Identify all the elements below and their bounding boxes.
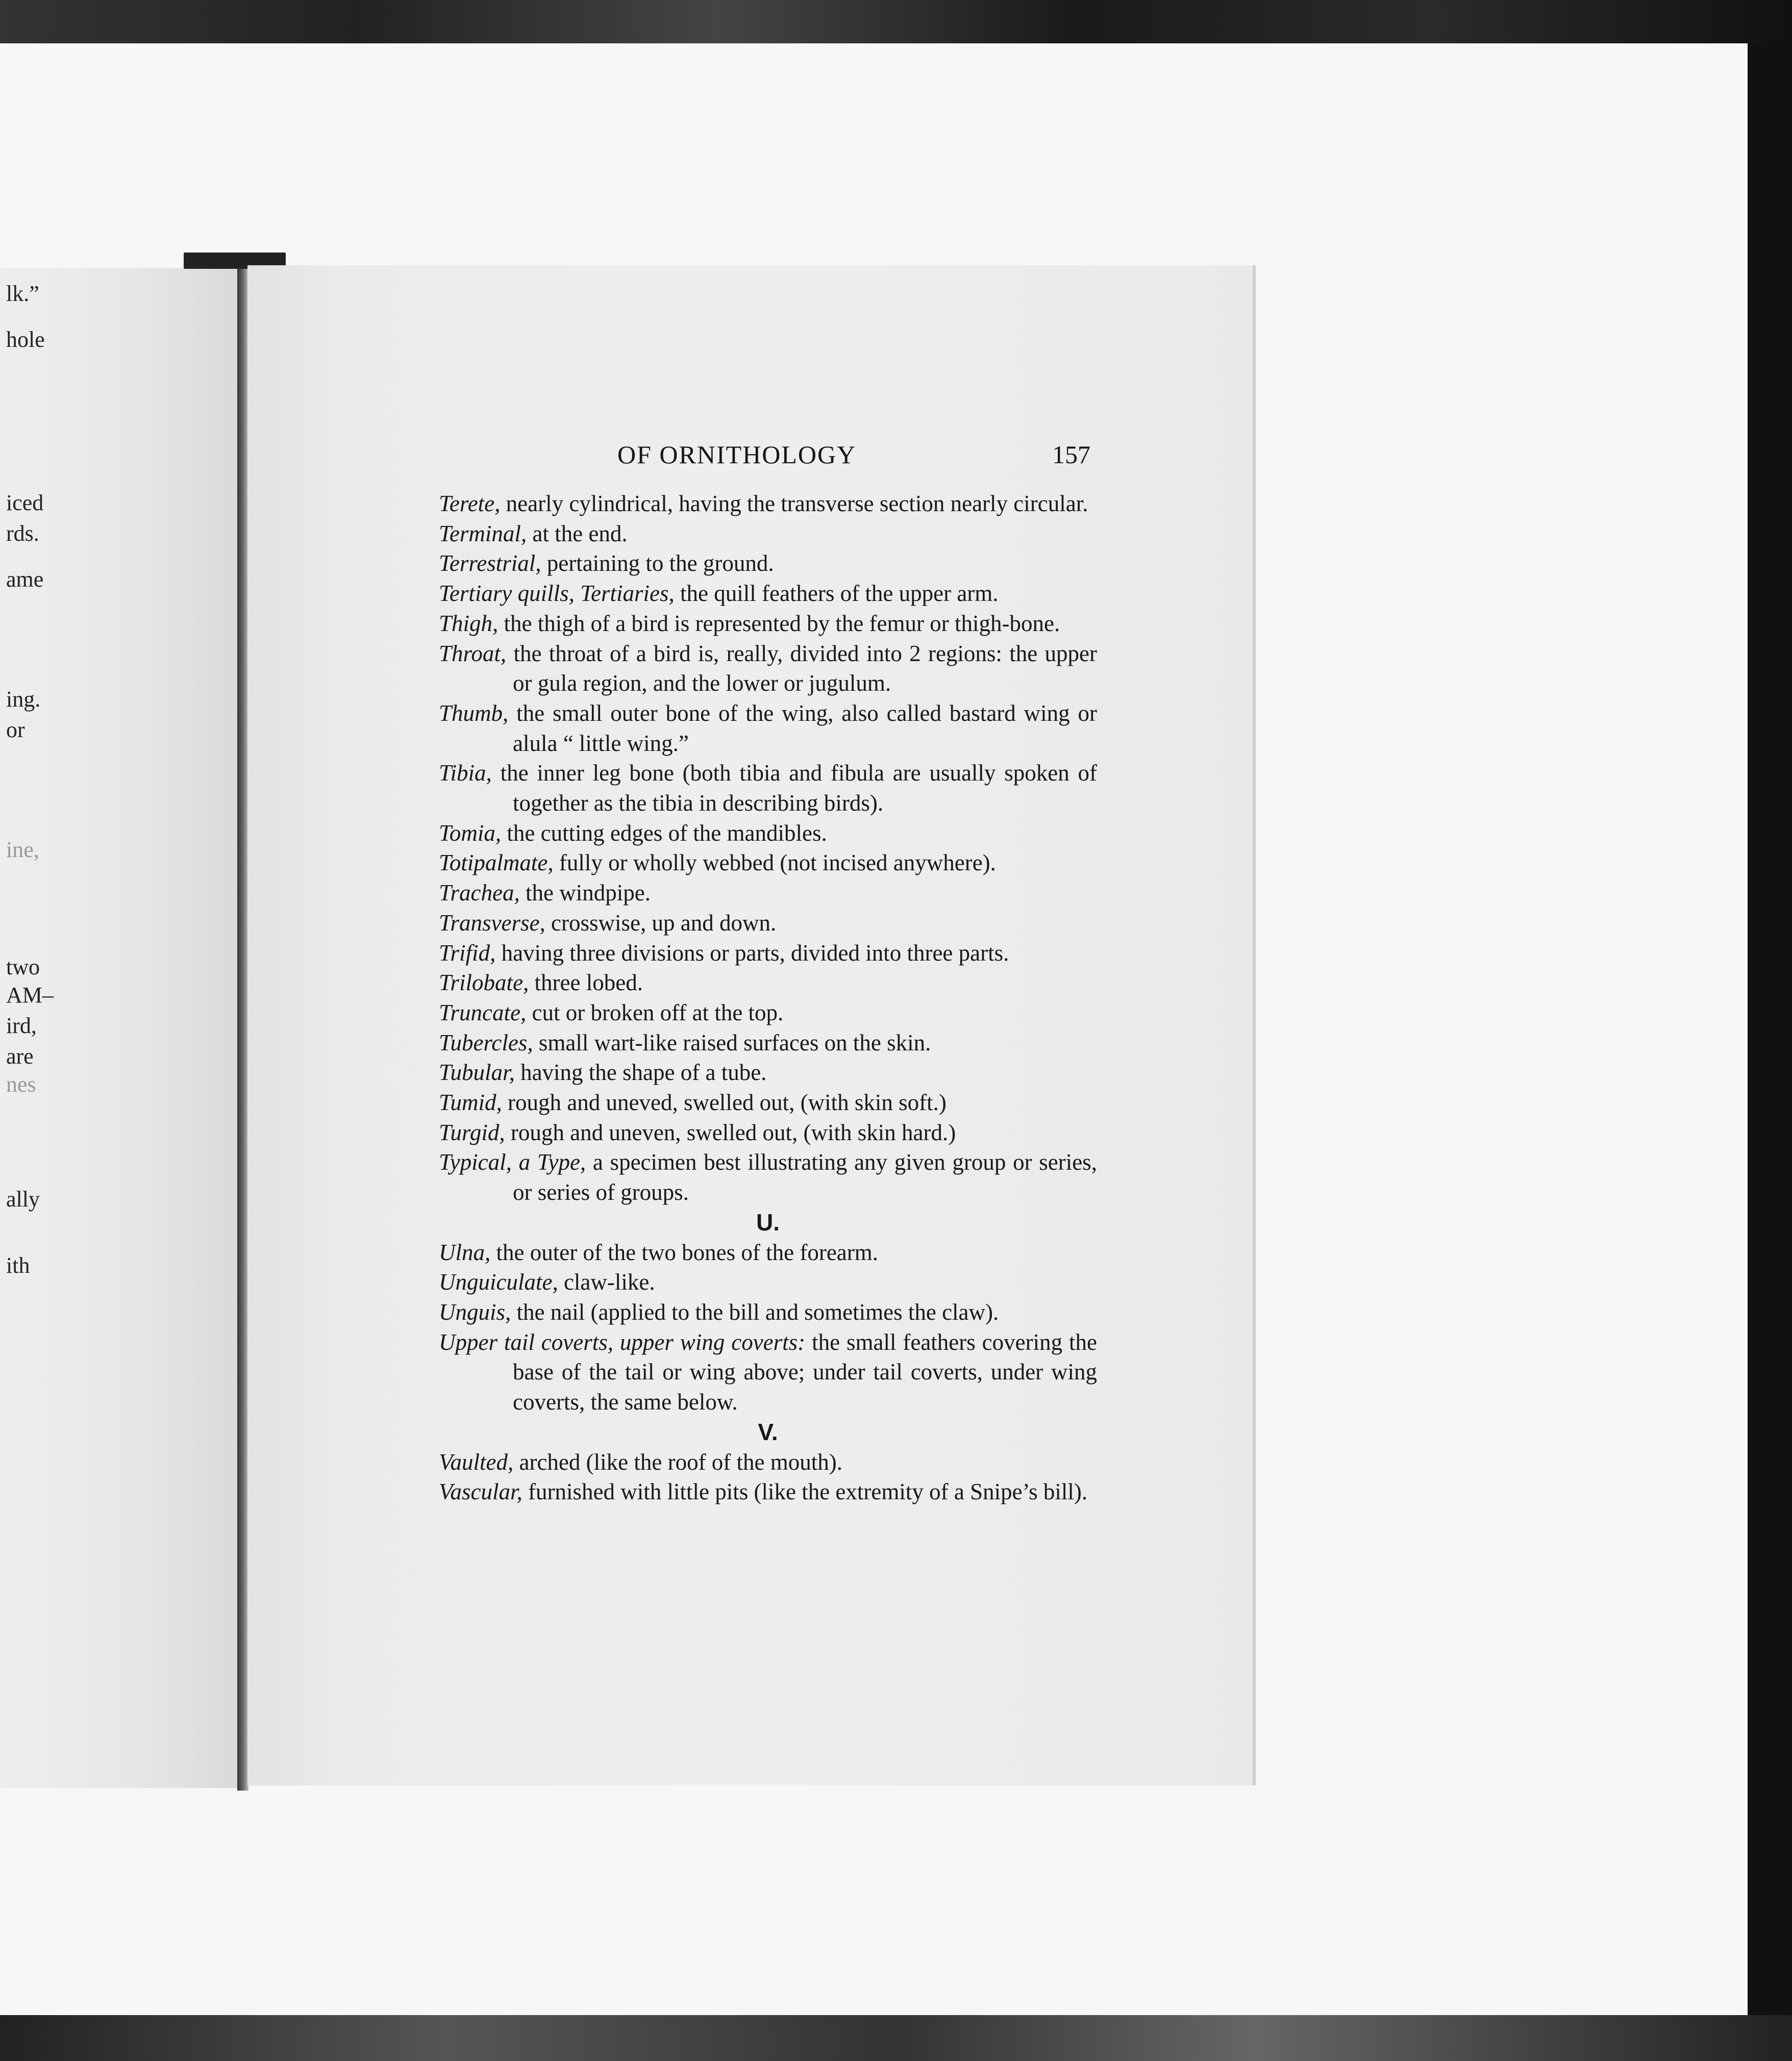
glossary-term: Trachea, xyxy=(439,880,520,906)
glossary-entry xyxy=(439,1028,1097,1058)
glossary-definition: the small outer bone of the wing, also called bastard wing or alula “ little wing.” xyxy=(508,700,1097,756)
glossary-definition: rough and uneven, swelled out, (with skin hard.) xyxy=(505,1119,956,1145)
glossary-term: Upper tail coverts, upper wing coverts: xyxy=(439,1329,806,1355)
section-letter-heading: U. xyxy=(756,1209,780,1236)
facing-page-text-fragment: ine, xyxy=(6,837,39,862)
glossary-definition: rough and uneved, swelled out, (with skin soft.) xyxy=(502,1090,947,1116)
scan-right-border xyxy=(1748,43,1792,2015)
glossary-definition: claw-like. xyxy=(558,1269,655,1295)
glossary-definition: pertaining to the ground. xyxy=(541,550,774,576)
glossary-term: Terete, xyxy=(439,491,501,516)
glossary-entry xyxy=(439,519,1097,549)
facing-page-text-fragment: ing. xyxy=(6,687,41,712)
glossary-entry xyxy=(439,579,1097,609)
glossary-entry xyxy=(439,818,1097,848)
scan-top-border xyxy=(0,0,1792,46)
glossary-term: Truncate, xyxy=(439,999,527,1025)
glossary-definition: the outer of the two bones of the forearm. xyxy=(490,1239,878,1265)
glossary-term: Vascular, xyxy=(439,1479,522,1505)
glossary-definition: the cutting edges of the mandibles. xyxy=(501,820,827,846)
running-head: OF ORNITHOLOGY xyxy=(617,440,857,469)
facing-page-text-fragment: ith xyxy=(6,1253,30,1278)
page-number: 157 xyxy=(1052,440,1090,469)
glossary-definition: nearly cylindrical, having the transverse section nearly circular. xyxy=(500,491,1088,516)
glossary-entry xyxy=(439,609,1097,639)
facing-page-text-fragment: ally xyxy=(6,1187,40,1212)
facing-page-text-fragment: iced xyxy=(6,490,44,515)
glossary-term: Vaulted, xyxy=(439,1449,514,1475)
glossary-definition: the quill feathers of the upper arm. xyxy=(674,581,999,607)
glossary-entry xyxy=(439,758,1097,818)
glossary-term: Throat, xyxy=(439,640,507,666)
glossary-term: Tibia, xyxy=(439,760,492,786)
glossary-definition: the inner leg bone (both tibia and fibula are usually spoken of together as the tibia in describing birds). xyxy=(491,760,1097,816)
facing-page-text-fragment: are xyxy=(6,1044,34,1069)
glossary-entry xyxy=(439,848,1097,878)
glossary-term: Tomia, xyxy=(439,820,502,846)
glossary-entry xyxy=(439,1238,1097,1268)
facing-page-text-fragment: hole xyxy=(6,327,45,352)
glossary-definition: arched (like the roof of the mouth). xyxy=(513,1449,842,1475)
glossary-entry xyxy=(439,1447,1097,1477)
book-gutter xyxy=(237,265,248,1791)
glossary-entry xyxy=(439,489,1097,519)
facing-page-text-fragment: two xyxy=(6,954,40,979)
glossary-term: Trifid, xyxy=(439,940,496,966)
glossary-definition: small wart-like raised surfaces on the skin. xyxy=(533,1029,931,1055)
facing-page-text-fragment: nes xyxy=(6,1072,36,1097)
glossary-definition: furnished with little pits (like the extremity of a Snipe’s bill). xyxy=(522,1479,1088,1505)
glossary-entry xyxy=(439,548,1097,579)
glossary-term: Tubercles, xyxy=(439,1029,533,1055)
glossary-entry xyxy=(439,1477,1097,1507)
glossary-entry xyxy=(439,878,1097,908)
glossary-entry xyxy=(439,698,1097,758)
glossary-term: Turgid, xyxy=(439,1119,505,1145)
facing-page-text-fragment: lk.” xyxy=(6,281,39,306)
glossary-term: Typical, a Type, xyxy=(439,1149,586,1175)
glossary-definition: fully or wholly webbed (not incised anywhere). xyxy=(553,850,996,876)
glossary-term: Unguiculate, xyxy=(439,1269,558,1295)
glossary-term: Ulna, xyxy=(439,1239,491,1265)
glossary-entry xyxy=(439,1327,1097,1417)
facing-page-left xyxy=(0,268,240,1788)
glossary-entry xyxy=(439,908,1097,938)
glossary-term: Tumid, xyxy=(439,1090,502,1116)
glossary-entry xyxy=(439,968,1097,998)
glossary-entry xyxy=(439,1118,1097,1148)
glossary-term: Transverse, xyxy=(439,910,545,936)
glossary-term: Terminal, xyxy=(439,520,527,546)
facing-page-text-fragment: ird, xyxy=(6,1013,37,1038)
glossary-definition: the windpipe. xyxy=(519,880,651,906)
facing-page-text-fragment: rds. xyxy=(6,521,39,546)
glossary-definition: having the shape of a tube. xyxy=(514,1060,767,1086)
facing-page-text-fragment: ame xyxy=(6,567,44,592)
glossary-definition: a specimen best illustrating any given group or series, or series of groups. xyxy=(513,1149,1098,1205)
glossary-entry xyxy=(439,1088,1097,1118)
glossary-entry xyxy=(439,1297,1097,1327)
glossary-term: Unguis, xyxy=(439,1299,511,1325)
glossary-term: Trilobate, xyxy=(439,970,529,996)
glossary-term: Totipalmate, xyxy=(439,850,554,876)
glossary-term: Tertiary quills, Tertiaries, xyxy=(439,581,675,607)
glossary-term: Thumb, xyxy=(439,700,509,726)
glossary-term: Terrestrial, xyxy=(439,550,541,576)
glossary-entry xyxy=(439,998,1097,1028)
glossary-entries xyxy=(439,489,1097,1507)
glossary-entry xyxy=(439,639,1097,698)
glossary-definition: cut or broken off at the top. xyxy=(526,999,784,1025)
glossary-definition: the nail (applied to the bill and sometimes the claw). xyxy=(511,1299,999,1325)
glossary-entry xyxy=(439,1147,1097,1207)
glossary-entry xyxy=(439,1267,1097,1297)
glossary-definition: crosswise, up and down. xyxy=(545,910,777,936)
glossary-definition: having three divisions or parts, divided into three parts. xyxy=(495,940,1009,966)
glossary-definition: at the end. xyxy=(527,520,628,546)
glossary-definition: the small feathers covering the base of the tail or wing above; under tail coverts, under wing coverts, the same below. xyxy=(513,1329,1097,1415)
facing-page-text-fragment: or xyxy=(6,717,25,742)
facing-page-text-fragment: AM– xyxy=(6,983,54,1008)
scan-bottom-border xyxy=(0,2015,1792,2061)
glossary-definition: the throat of a bird is, really, divided into 2 regions: the upper or gula region, and the lower or jugulum. xyxy=(506,640,1097,696)
glossary-entry xyxy=(439,938,1097,968)
glossary-entry xyxy=(439,1058,1097,1088)
glossary-definition: the thigh of a bird is represented by the femur or thigh-bone. xyxy=(498,610,1060,636)
glossary-term: Tubular, xyxy=(439,1060,515,1086)
glossary-definition: three lobed. xyxy=(529,970,643,996)
section-letter-heading: V. xyxy=(758,1418,778,1445)
glossary-term: Thigh, xyxy=(439,610,499,636)
